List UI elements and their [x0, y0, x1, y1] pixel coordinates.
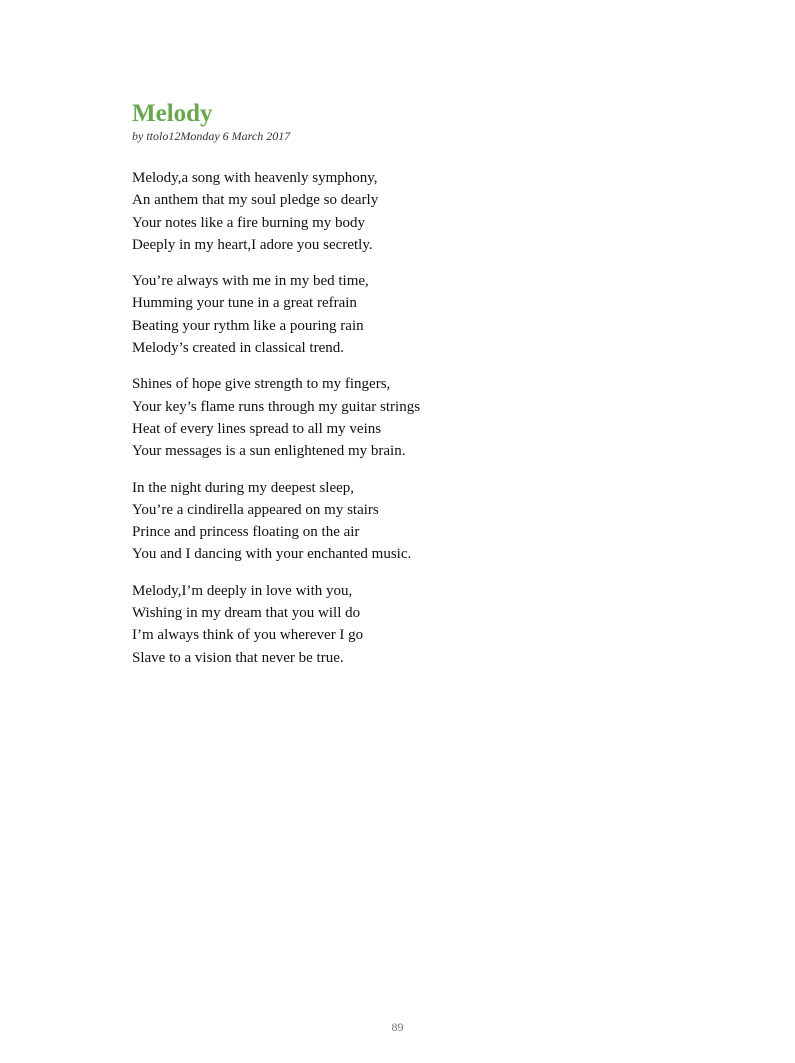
- poem-line: I’m always think of you wherever I go: [132, 627, 364, 644]
- stanza-2: [132, 270, 692, 359]
- poem-line: Melody’s created in classical trend.: [132, 340, 345, 357]
- poem-body: [132, 167, 692, 683]
- poem-line: Humming your tune in a great refrain: [132, 295, 357, 312]
- poem-line: Your messages is a sun enlightened my brain.: [132, 443, 406, 460]
- poem-line: Slave to a vision that never be true.: [132, 649, 344, 666]
- poem-line: Melody,a song with heavenly symphony,: [132, 170, 378, 186]
- poem-line: Deeply in my heart,I adore you secretly.: [132, 236, 373, 253]
- poem-line: You’re always with me in my bed time,: [132, 273, 369, 290]
- poem-line: Beating your rythm like a pouring rain: [132, 317, 364, 334]
- stanza-1: [132, 167, 692, 256]
- poem-byline: by ttolo12Monday 6 March 2017: [132, 129, 291, 143]
- page-number: 89: [391, 1020, 404, 1034]
- stanza-4: [132, 477, 692, 566]
- poem-line: Heat of every lines spread to all my veins: [132, 420, 382, 437]
- poem-line: In the night during my deepest sleep,: [132, 479, 355, 496]
- poem-line: Wishing in my dream that you will do: [132, 605, 361, 622]
- poem-line: Prince and princess floating on the air: [132, 524, 360, 541]
- poem-title: Melody: [132, 100, 213, 127]
- stanza-5: [132, 580, 692, 669]
- poem-line: Shines of hope give strength to my fingers,: [132, 376, 391, 393]
- poem-line: Your notes like a fire burning my body: [132, 214, 366, 231]
- stanza-3: [132, 373, 692, 462]
- poem-line: An anthem that my soul pledge so dearly: [132, 192, 379, 209]
- poem-line: You and I dancing with your enchanted music.: [132, 546, 412, 563]
- poem-line: Your key’s flame runs through my guitar strings: [132, 398, 421, 415]
- poem-line: You’re a cindirella appeared on my stairs: [132, 501, 379, 518]
- poem-line: Melody,I’m deeply in love with you,: [132, 582, 353, 599]
